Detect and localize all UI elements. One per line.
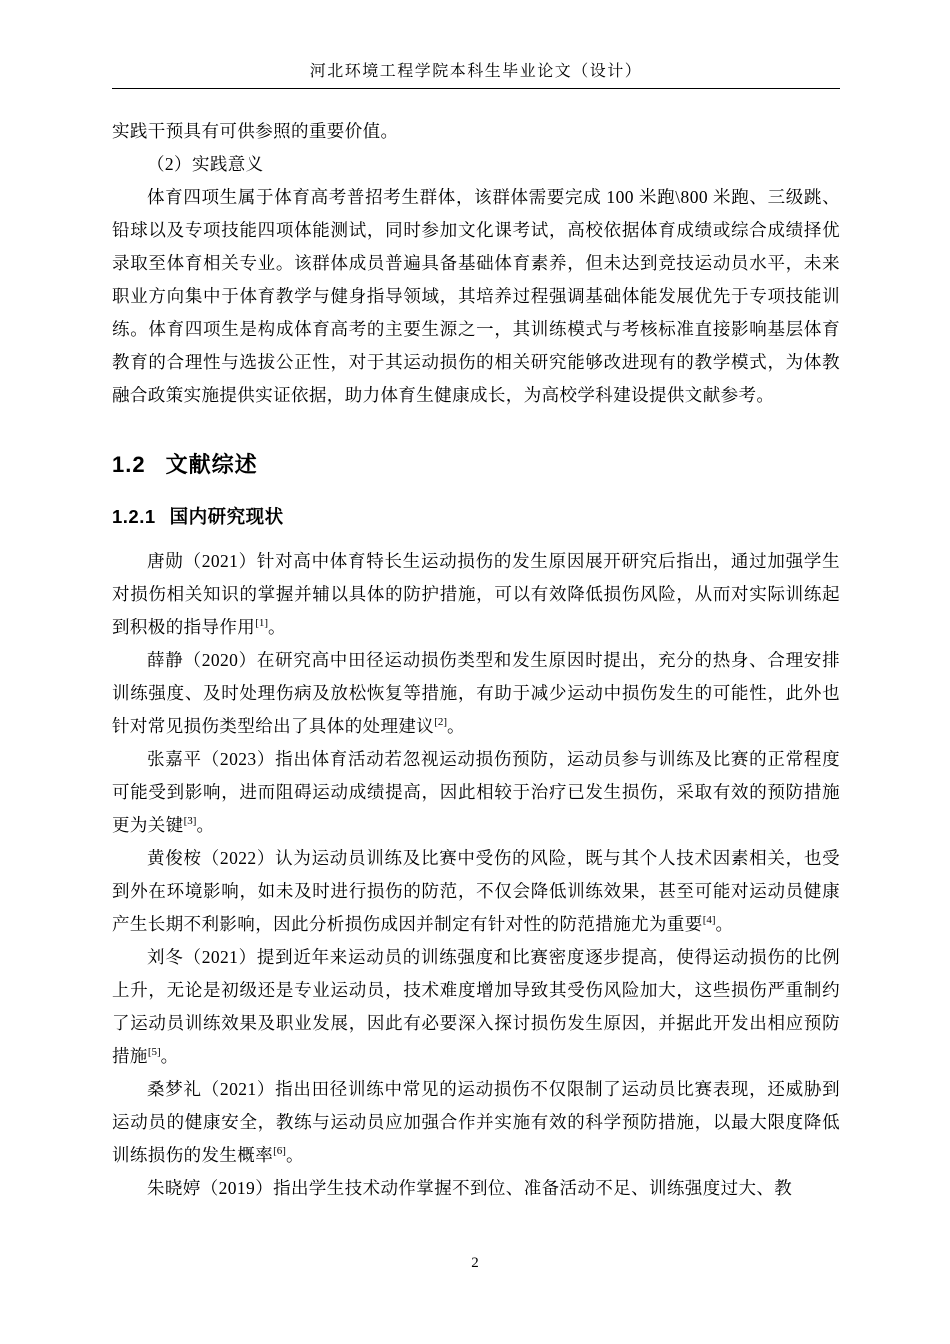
citation-ref: [3] xyxy=(183,815,197,828)
literature-paragraph xyxy=(112,1073,840,1172)
section-number: 1.2 xyxy=(112,452,146,477)
paragraph-text: 薛静（2020）在研究高中田径运动损伤类型和发生原因时提出，充分的热身、合理安排训练强度、及时处理伤病及放松恢复等措施，有助于减少运动中损伤发生的可能性，此外也针对常见损伤类型给出了具体的处理建议 xyxy=(112,650,840,736)
paragraph-end: 。 xyxy=(196,815,215,835)
citation-ref: [4] xyxy=(702,914,716,927)
document-body xyxy=(112,115,840,1205)
paragraph-text: 刘冬（2021）提到近年来运动员的训练强度和比赛密度逐步提高，使得运动损伤的比例上升，无论是初级还是专业运动员，技术难度增加导致其受伤风险加大，这些损伤严重制约了运动员训练效果及职业发展，因此有必要深入探讨损伤发生原因，并据此开发出相应预防措施 xyxy=(112,947,840,1066)
citation-ref: [5] xyxy=(147,1046,161,1059)
paragraph-end: 。 xyxy=(285,1145,304,1165)
literature-paragraph xyxy=(112,743,840,842)
citation-ref: [1] xyxy=(255,617,269,630)
subsection-heading xyxy=(112,503,840,529)
section-title: 文献综述 xyxy=(165,452,258,477)
page-header xyxy=(112,58,840,89)
paragraph-end: 。 xyxy=(447,716,465,736)
literature-paragraph xyxy=(112,1172,840,1205)
page-number: 2 xyxy=(471,1255,479,1271)
paragraph-end: 。 xyxy=(160,1046,179,1066)
paragraph-text: 桑梦礼（2021）指出田径训练中常见的运动损伤不仅限制了运动员比赛表现，还威胁到运动员的健康安全，教练与运动员应加强合作并实施有效的科学预防措施，以最大限度降低训练损伤的发生概率 xyxy=(112,1079,840,1165)
practical-significance-paragraph: 体育四项生属于体育高考普招考生群体，该群体需要完成 100 米跑\800 米跑、三级跳、铅球以及专项技能四项体能测试，同时参加文化课考试，高校依据体育成绩或综合成绩择优录取至体育相关专业。该群体成员普遍具备基础体育素养，但未达到竞技运动员水平，未来职业方向集中于体育教学与健身指导领域，其培养过程强调基础体能发展优先于专项技能训练。体育四项生是构成体育高考的主要生源之一，其训练模式与考核标准直接影响基层体育教育的合理性与选拔公正性，对于其运动损伤的相关研究能够改进现有的教学模式，为体教融合政策实施提供实证依据，助力体育生健康成长，为高校学科建设提供文献参考。 xyxy=(112,187,840,405)
literature-paragraph xyxy=(112,545,840,644)
subsection-number: 1.2.1 xyxy=(112,506,156,527)
paragraph-text: 黄俊桉（2022）认为运动员训练及比赛中受伤的风险，既与其个人技术因素相关，也受到外在环境影响，如未及时进行损伤的防范，不仅会降低训练效果，甚至可能对运动员健康产生长期不利影响，因此分析损伤成因并制定有针对性的防范措施尤为重要 xyxy=(112,848,840,934)
subsection-title: 国内研究现状 xyxy=(169,506,284,527)
section-heading xyxy=(112,448,840,479)
literature-paragraph xyxy=(112,644,840,743)
citation-ref: [6] xyxy=(273,1145,286,1158)
literature-paragraph xyxy=(112,941,840,1073)
paragraph-continuation: 实践干预具有可供参照的重要价值。 xyxy=(112,121,399,141)
page-header-title: 河北环境工程学院本科生毕业论文（设计） xyxy=(309,63,643,80)
paragraph-text: 张嘉平（2023）指出体育活动若忽视运动损伤预防，运动员参与训练及比赛的正常程度可能受到影响，进而阻碍运动成绩提高，因此相较于治疗已发生损伤，采取有效的预防措施更为关键 xyxy=(112,749,840,835)
paragraph-text: 唐勋（2021）针对高中体育特长生运动损伤的发生原因展开研究后指出，通过加强学生对损伤相关知识的掌握并辅以具体的防护措施，可以有效降低损伤风险，从而对实际训练起到积极的指导作用 xyxy=(112,551,840,637)
paragraph-text: 朱晓婷（2019）指出学生技术动作掌握不到位、准备活动不足、训练强度过大、教 xyxy=(147,1178,793,1198)
paragraph-end: 。 xyxy=(268,617,286,637)
citation-ref: [2] xyxy=(434,716,448,729)
practical-significance-label: （2）实践意义 xyxy=(147,154,264,174)
header-rule xyxy=(112,88,840,89)
literature-paragraph xyxy=(112,842,840,941)
paragraph-end: 。 xyxy=(715,914,734,934)
page-footer xyxy=(0,1255,950,1272)
